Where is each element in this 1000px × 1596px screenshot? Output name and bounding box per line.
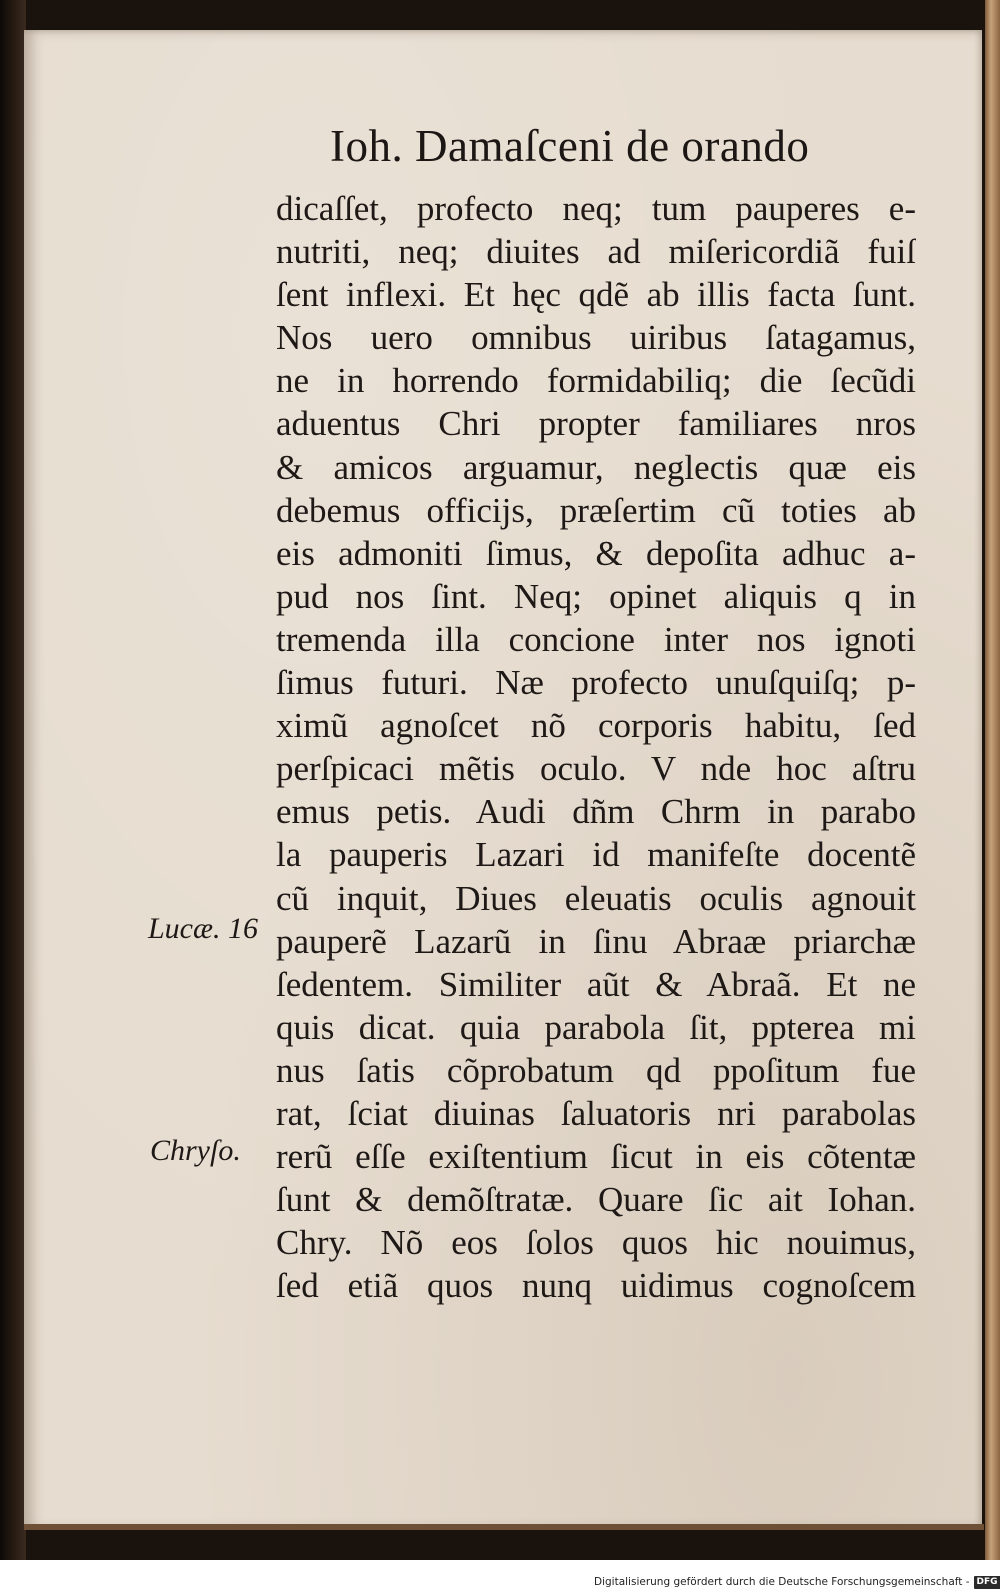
text-line: debemus officijs, præſertim cũ toties ab (276, 490, 916, 530)
text-line: aduentus Chri propter familiares nros (276, 404, 916, 444)
text-line: perſpicaci mẽtis oculo. V nde hoc aſtru (276, 749, 916, 789)
text-line: ſent inflexi. Et hęc qdẽ ab illis facta ſunt. (276, 275, 916, 315)
credit-text: Digitalisierung gefördert durch die Deutsche Forschungsgemeinschaft - (594, 1576, 970, 1588)
text-line: dicaſſet, profecto neq; tum pauperes e- (276, 189, 916, 228)
text-line: emus petis. Audi dñm Chrm in parabo (276, 792, 916, 832)
text-line: pud nos ſint. Neq; opinet aliquis q in (276, 576, 916, 616)
text-line: ſed etiã quos nunq uidimus cognoſcem (276, 1266, 916, 1306)
text-line: tremenda illa concione inter nos ignoti (276, 619, 916, 659)
text-line: rat, ſciat diuinas ſaluatoris nri parabolas (276, 1093, 916, 1133)
marginal-note-chryso: Chryſo. (150, 1134, 241, 1167)
text-line: quis dicat. quia parabola ſit, ppterea mi (276, 1007, 916, 1047)
text-line: ſedentem. Similiter aũt & Abraã. Et ne (276, 964, 916, 1004)
text-line: ximũ agnoſcet nõ corporis habitu, ſed (276, 706, 916, 746)
text-line: ſunt & demõſtratæ. Quare ſic ait Iohan. (276, 1180, 916, 1220)
text-line: Nos uero omnibus uiribus ſatagamus, (276, 318, 916, 358)
dfg-logo: DFG (974, 1576, 1000, 1589)
text-line: cũ inquit, Diues eleuatis oculis agnouit (276, 878, 916, 918)
text-line: Chry. Nõ eos ſolos quos hic nouimus, (276, 1223, 916, 1263)
book-binding (0, 0, 26, 1560)
text-line: la pauperis Lazari id manifeſte docentẽ (276, 835, 916, 875)
body-text (276, 187, 916, 1307)
text-line: ſimus futuri. Næ profecto unuſquiſq; p- (276, 663, 916, 703)
digitization-credit (594, 1574, 1000, 1590)
text-line: eis admoniti ſimus, & depoſita adhuc a- (276, 533, 916, 573)
text-line: rerũ eſſe exiſtentium ſicut in eis cõtentæ (276, 1137, 916, 1177)
page-edge (985, 0, 1000, 1560)
marginal-note-lucae: Lucæ. 16 (148, 912, 259, 945)
text-line: & amicos arguamur, neglectis quæ eis (276, 447, 916, 487)
text-line: nutriti, neq; diuites ad miſericordiã fuiſ (276, 232, 916, 272)
running-head: Ioh. Damaſceni de orando (330, 121, 810, 171)
text-line: nus ſatis cõprobatum qd ppoſitum fue (276, 1050, 916, 1090)
page-bottom-edge (24, 1524, 984, 1530)
text-line: ne in horrendo formidabiliq; die ſecũdi (276, 361, 916, 401)
text-line: pauperẽ Lazarũ in ſinu Abraæ priarchæ (276, 921, 916, 961)
